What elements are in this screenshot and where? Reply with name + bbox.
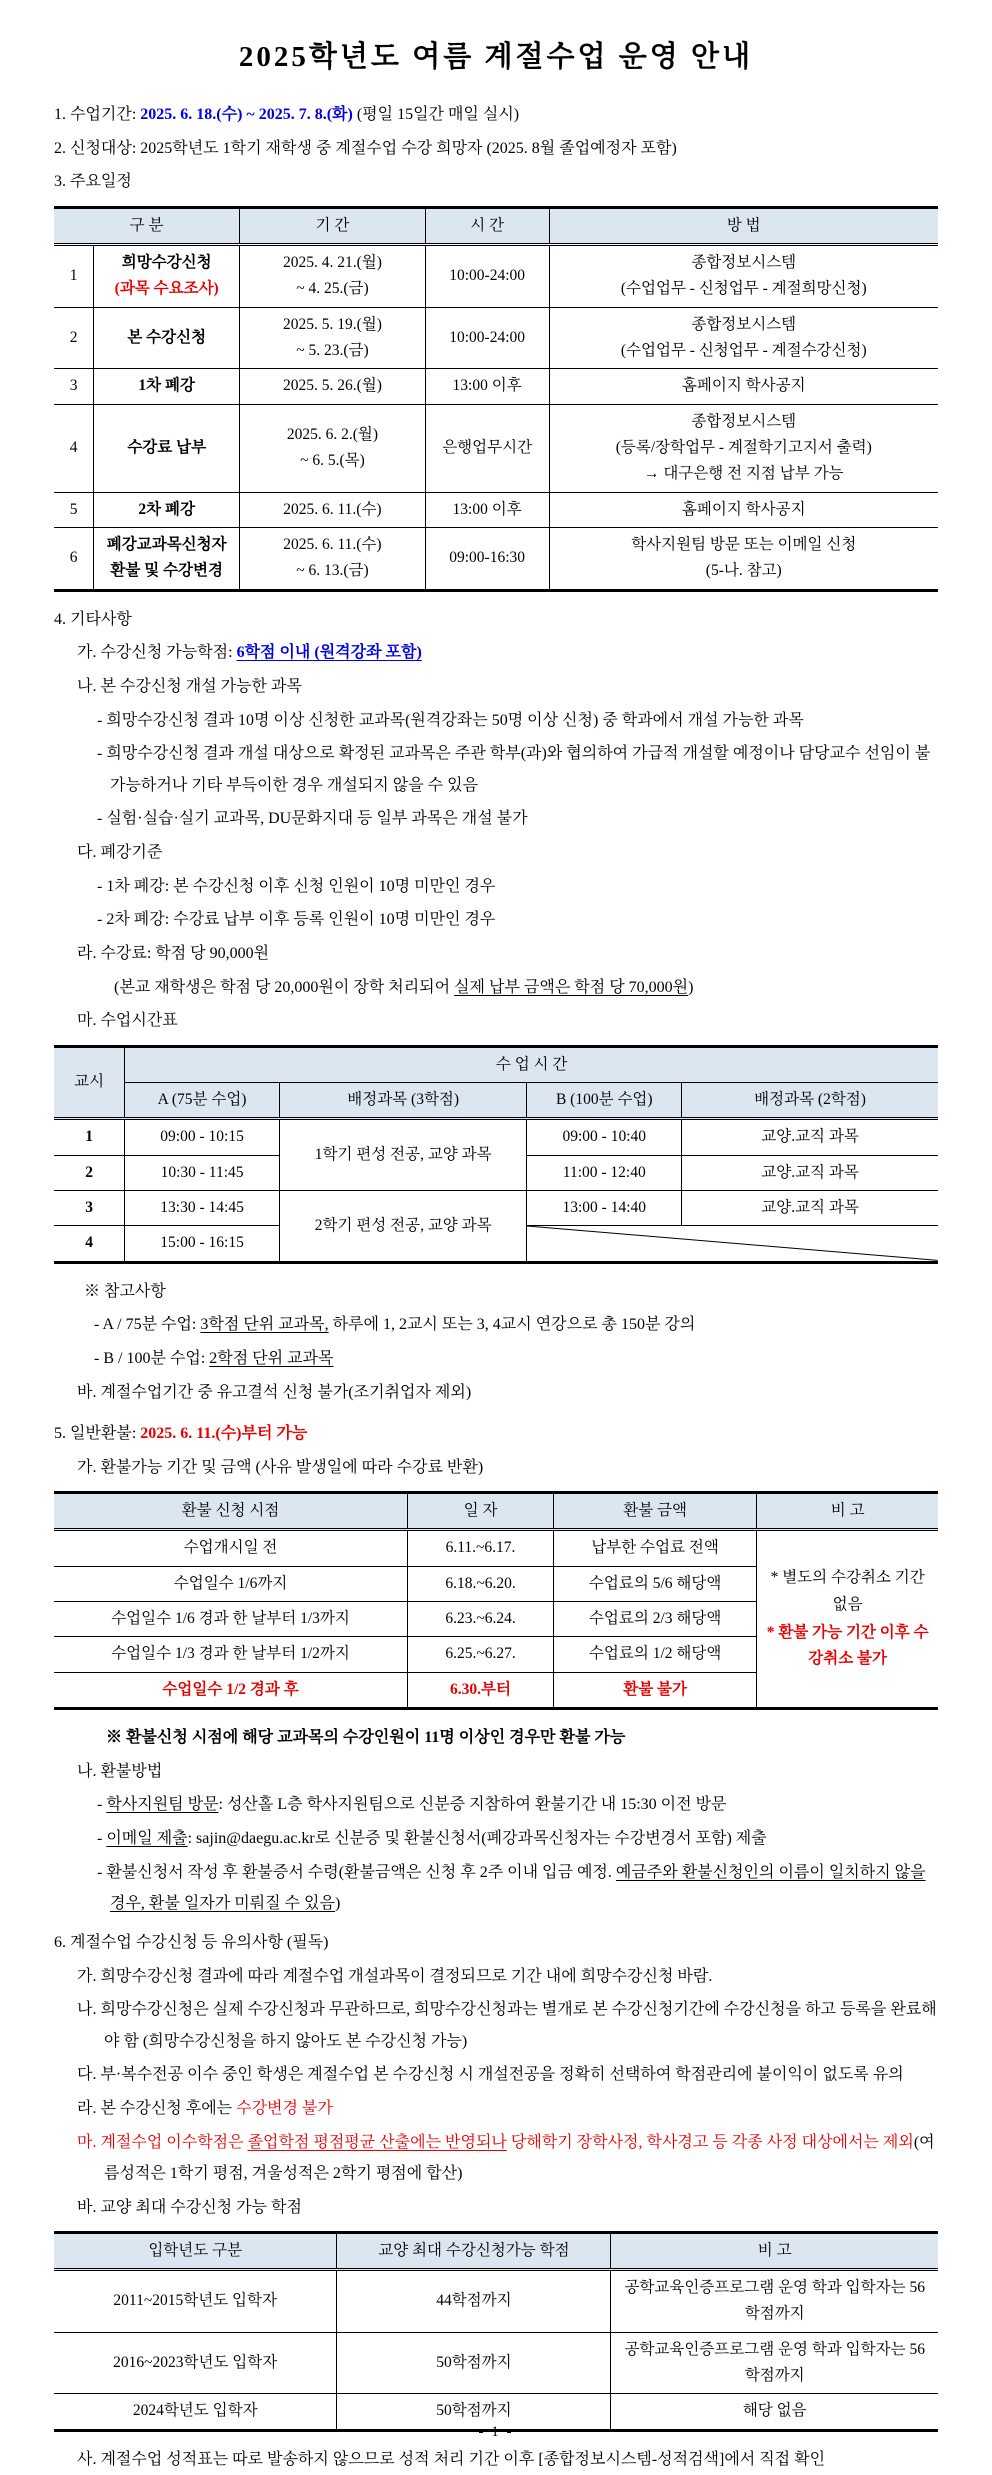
cell-line: 학사지원팀 방문 또는 이메일 신청 <box>631 536 857 553</box>
timetable-cell: 13:00 - 14:40 <box>527 1191 682 1226</box>
schedule-cell: 2025. 6. 11.(수) <box>240 492 426 527</box>
section6-da: 다. 부·복수전공 이수 중인 학생은 계절수업 본 수강신청 시 개설전공을 정확히 선택하여 학점관리에 불이익이 없도록 유의 <box>77 2066 904 2084</box>
cell-line: 2025. 6. 11.(수) <box>283 536 382 553</box>
timetable-cell: 3 <box>54 1191 125 1226</box>
timetable-cell: 교양.교직 과목 <box>682 1155 938 1190</box>
credit-cell: 50학점까지 <box>337 2332 611 2394</box>
refund-warning: ※ 환불신청 시점에 해당 교과목의 수강인원이 11명 이상인 경우만 환불 가능 <box>106 1728 626 1746</box>
refund-method-bullet <box>54 1823 938 1854</box>
table-row <box>54 492 938 527</box>
credit-cell: 44학점까지 <box>337 2270 611 2333</box>
schedule-cell: 수강료 납부 <box>94 404 240 492</box>
cell-line: (수업업무 - 신청업무 - 계절희망신청) <box>620 280 867 298</box>
cell-line: (과목 수요조사) <box>114 280 219 298</box>
section3-heading: 3. 주요일정 <box>54 173 132 191</box>
page-title: 2025학년도 여름 계절수업 운영 안내 <box>238 41 754 73</box>
ref-a-underlined: 3학점 단위 교과목, <box>200 1316 329 1334</box>
schedule-cell: 1차 폐강 <box>94 369 240 404</box>
refund-cell: 6.30.부터 <box>408 1672 554 1708</box>
timetable-cell: 4 <box>54 1226 125 1262</box>
payee-warning-underlined: 예금주와 환불신청인의 이름이 일치하지 않을 경우, 환불 일자가 미뤄질 수 있음 <box>110 1863 926 1912</box>
section4-ga <box>54 637 938 668</box>
refund-cell: 6.25.~6.27. <box>408 1637 554 1672</box>
schedule-cell: 2025. 5. 26.(월) <box>240 369 426 404</box>
cell-line: 종합정보시스템 <box>691 315 797 333</box>
refund-date: 2025. 6. 11.(수)부터 가능 <box>140 1424 308 1442</box>
refund-method-bullet <box>54 1857 938 1919</box>
section4-na-bullet: - 희망수강신청 결과 10명 이상 신청한 교과목(원격강좌는 50명 이상 신청) 중 학과에서 개설 가능한 과목 <box>97 711 804 729</box>
section4-da-bullet: - 2차 폐강: 수강료 납부 이후 등록 인원이 10명 미만인 경우 <box>97 911 496 929</box>
section6-ma-underlined: 졸업학점 평점평균 산출에는 반영되나 <box>247 2133 507 2151</box>
section4-na-head: 나. 본 수강신청 개설 가능한 과목 <box>77 678 302 696</box>
credit-limit-table <box>54 2231 938 2432</box>
no-change-warning: 수강변경 불가 <box>236 2099 333 2117</box>
ref-a-pre: - A / 75분 수업: <box>94 1316 201 1334</box>
schedule-table <box>54 206 938 592</box>
timetable-cell: 교양.교직 과목 <box>682 1119 938 1155</box>
schedule-cell <box>240 244 426 307</box>
bullet-pre: - <box>97 1796 107 1814</box>
credit-cell: 2024학년도 입학자 <box>54 2394 337 2430</box>
timetable-cell: 교양.교직 과목 <box>682 1191 938 1226</box>
refund-note-1: * 별도의 수강취소 기간 없음 <box>770 1569 925 1613</box>
fee-note-underlined: 실제 납부 금액은 학점 당 70,000원 <box>454 978 689 996</box>
refund-cell: 6.18.~6.20. <box>408 1566 554 1601</box>
timetable-cell: 13:30 - 14:45 <box>125 1191 280 1226</box>
refund-note-2: * 환불 가능 기간 이후 수강취소 불가 <box>766 1624 929 1668</box>
schedule-cell: 2차 폐강 <box>94 492 240 527</box>
section4-ra: 라. 수강료: 학점 당 90,000원 <box>77 945 270 963</box>
cell-line: (5-나. 참고) <box>705 562 782 580</box>
fee-note-post: ) <box>688 978 694 996</box>
cell-line: ~ 6. 5.(목) <box>300 452 365 470</box>
table-row <box>54 2270 938 2333</box>
schedule-cell: 본 수강신청 <box>94 307 240 369</box>
section6-ma <box>54 2127 938 2189</box>
schedule-cell: 13:00 이후 <box>425 492 549 527</box>
schedule-cell: 09:00-16:30 <box>425 528 549 591</box>
timetable-cell: 2 <box>54 1155 125 1190</box>
section6-ga: 가. 희망수강신청 결과에 따라 계절수업 개설과목이 결정되므로 기간 내에 희망수강신청 바람. <box>77 1967 713 1985</box>
bullet-pre: - <box>97 1829 107 1847</box>
refund-header-date: 일 자 <box>408 1492 554 1529</box>
schedule-cell: 2 <box>54 307 94 369</box>
bullet-rest: : sajin@daegu.ac.kr로 신분증 및 환불신청서(폐강과목신청자는 수강변경서 포함) 제출 <box>187 1829 767 1847</box>
refund-cell: 6.11.~6.17. <box>408 1530 554 1566</box>
section6-na: 나. 희망수강신청은 실제 수강신청과 무관하므로, 희망수강신청과는 별개로 본 수강신청기간에 수강신청을 하고 등록을 완료해야 함 (희망수강신청을 하지 않아도 본 수강신청 가능) <box>77 2001 937 2050</box>
section5-ga: 가. 환불가능 기간 및 금액 (사유 발생일에 따라 수강료 반환) <box>77 1458 484 1476</box>
section5-na-head: 나. 환불방법 <box>77 1762 163 1780</box>
schedule-cell <box>549 404 938 492</box>
section4-na-bullet: - 실험·실습·실기 교과목, DU문화지대 등 일부 과목은 개설 불가 <box>97 810 528 828</box>
timetable-ref-b <box>54 1343 938 1374</box>
table-row <box>54 1046 938 1082</box>
refund-header-point: 환불 신청 시점 <box>54 1492 408 1529</box>
timetable-cell: 09:00 - 10:40 <box>527 1119 682 1155</box>
credit-cell: 2011~2015학년도 입학자 <box>54 2270 337 2333</box>
cell-line: 2025. 4. 21.(월) <box>282 253 382 271</box>
schedule-cell: 홈페이지 학사공지 <box>549 492 938 527</box>
refund-cell: 수업료의 5/6 해당액 <box>553 1566 756 1601</box>
refund-cell: 수업료의 1/2 해당액 <box>553 1637 756 1672</box>
table-row <box>54 404 938 492</box>
ref-b-pre: - B / 100분 수업: <box>94 1350 210 1368</box>
cell-line: (수업업무 - 신청업무 - 계절수강신청) <box>620 341 867 359</box>
refund-cell: 수업일수 1/3 경과 한 날부터 1/2까지 <box>54 1637 408 1672</box>
table-row <box>54 207 938 244</box>
credits-limit-link[interactable]: 6학점 이내 (원격강좌 포함) <box>236 644 422 662</box>
timetable-header-b: B (100분 수업) <box>527 1082 682 1118</box>
refund-cell: 수업료의 2/3 해당액 <box>553 1601 756 1636</box>
credit-cell: 해당 없음 <box>611 2394 938 2430</box>
table-row <box>54 2232 938 2269</box>
bullet-pre: - 환불신청서 작성 후 환불증서 수령(환불금액은 신청 후 2주 이내 입금 예정. <box>97 1863 616 1881</box>
timetable-cell: 1 <box>54 1119 125 1155</box>
section4-na-bullet: - 희망수강신청 결과 개설 대상으로 확정된 교과목은 주관 학부(과)와 협의하여 가급적 개설할 예정이나 담당교수 선임이 불가능하거나 기타 부득이한 경우 개설되지 않을 수 있음 <box>97 745 931 794</box>
timetable-header-b-assign: 배정과목 (2학점) <box>682 1082 938 1118</box>
timetable-cell: 09:00 - 10:15 <box>125 1119 280 1155</box>
table-row <box>54 244 938 307</box>
credit-header-cohort: 입학년도 구분 <box>54 2232 337 2269</box>
timetable-cell: 10:30 - 11:45 <box>125 1155 280 1190</box>
cell-line: → 대구은행 전 지점 납부 가능 <box>643 465 844 483</box>
section1-note: (평일 15일간 매일 실시) <box>352 106 520 123</box>
cell-line: 폐강교과목신청자 <box>106 536 227 553</box>
fee-note-pre: (본교 재학생은 학점 당 20,000원이 장학 처리되어 <box>114 978 455 996</box>
section4-heading: 4. 기타사항 <box>54 610 132 628</box>
refund-cell: 수업일수 1/6까지 <box>54 1566 408 1601</box>
section1-line <box>54 99 938 130</box>
table-row <box>54 307 938 369</box>
timetable <box>54 1045 938 1264</box>
section2-line: 2. 신청대상: 2025학년도 1학기 재학생 중 계절수업 수강 희망자 (2025. 8월 졸업예정자 포함) <box>54 139 677 157</box>
table-row <box>54 2332 938 2394</box>
schedule-cell: 1 <box>54 244 94 307</box>
cell-line: 희망수강신청 <box>121 253 212 271</box>
cell-line: (등록/장학업무 - 계절학기고지서 출력) <box>615 438 872 456</box>
table-row <box>54 1530 938 1566</box>
cell-line: ~ 4. 25.(금) <box>296 280 369 298</box>
schedule-cell <box>94 244 240 307</box>
timetable-group-cell: 1학기 편성 전공, 교양 과목 <box>279 1119 527 1191</box>
cell-line: 종합정보시스템 <box>691 253 797 271</box>
section5-heading <box>54 1418 938 1449</box>
schedule-cell: 6 <box>54 528 94 591</box>
schedule-cell <box>549 528 938 591</box>
page-number: - 1 - <box>478 2424 514 2440</box>
schedule-cell: 5 <box>54 492 94 527</box>
section4-ma-head: 마. 수업시간표 <box>77 1012 178 1030</box>
section6-ma-pre: 마. 계절수업 이수학점은 <box>77 2133 248 2151</box>
refund-note-cell <box>757 1530 938 1709</box>
cell-line: 종합정보시스템 <box>691 412 797 430</box>
ref-a-post: 하루에 1, 2교시 또는 3, 4교시 연강으로 총 150분 강의 <box>328 1316 696 1334</box>
section6-ra-pre: 라. 본 수강신청 후에는 <box>77 2099 237 2117</box>
table-row <box>54 528 938 591</box>
credit-header-note: 비 고 <box>611 2232 938 2269</box>
bullet-post: ) <box>334 1894 341 1912</box>
timetable-cell: 15:00 - 16:15 <box>125 1226 280 1262</box>
section4-ba: 바. 계절수업기간 중 유고결석 신청 불가(조기취업자 제외) <box>77 1383 472 1401</box>
schedule-header-period: 기 간 <box>240 207 426 244</box>
refund-cell: 수업일수 1/6 경과 한 날부터 1/3까지 <box>54 1601 408 1636</box>
email-method-underlined: 이메일 제출 <box>106 1829 188 1847</box>
schedule-cell <box>240 404 426 492</box>
refund-cell: 수업일수 1/2 경과 후 <box>54 1672 408 1708</box>
credit-cell: 공학교육인증프로그램 운영 학과 입학자는 56학점까지 <box>611 2332 938 2394</box>
section6-ma-mid: 당해학기 장학사정, 학사경고 등 각종 사정 대상에서는 제외 <box>506 2133 914 2151</box>
schedule-cell <box>94 528 240 591</box>
refund-label: 5. 일반환불: <box>54 1424 141 1442</box>
table-row <box>54 1082 938 1118</box>
schedule-cell <box>240 528 426 591</box>
timetable-group-cell: 2학기 편성 전공, 교양 과목 <box>279 1191 527 1263</box>
section6-ma-post: (여름성적은 1학기 평점, 겨울성적은 2학기 평점에 합산) <box>104 2133 935 2182</box>
credit-header-max: 교양 최대 수강신청가능 학점 <box>337 2232 611 2269</box>
table-row <box>54 369 938 404</box>
cell-line: ~ 5. 23.(금) <box>296 341 369 359</box>
section4-ra-note <box>54 972 938 1003</box>
schedule-header-category: 구 분 <box>54 207 240 244</box>
cell-line: 2025. 6. 2.(월) <box>286 425 379 443</box>
bullet-rest: : 성산홀 L층 학사지원팀으로 신분증 지참하여 환불기간 내 15:30 이전 방문 <box>218 1796 727 1814</box>
schedule-cell <box>549 244 938 307</box>
section6-ra <box>54 2093 938 2124</box>
timetable-cell: 11:00 - 12:40 <box>527 1155 682 1190</box>
table-row <box>54 1492 938 1529</box>
schedule-cell: 10:00-24:00 <box>425 307 549 369</box>
refund-cell: 수업개시일 전 <box>54 1530 408 1566</box>
schedule-cell: 홈페이지 학사공지 <box>549 369 938 404</box>
timetable-ref-head: ※ 참고사항 <box>84 1282 166 1300</box>
ref-b-underlined: 2학점 단위 교과목 <box>209 1350 334 1368</box>
section6-ba-head: 바. 교양 최대 수강신청 가능 학점 <box>77 2198 302 2216</box>
table-row <box>54 1119 938 1155</box>
refund-header-note: 비 고 <box>757 1492 938 1529</box>
refund-header-amount: 환불 금액 <box>553 1492 756 1529</box>
timetable-header-main: 수 업 시 간 <box>125 1046 938 1082</box>
cell-line: ~ 6. 13.(금) <box>296 562 369 580</box>
refund-cell: 6.23.~6.24. <box>408 1601 554 1636</box>
schedule-cell: 3 <box>54 369 94 404</box>
credit-cell: 공학교육인증프로그램 운영 학과 입학자는 56학점까지 <box>611 2270 938 2333</box>
timetable-header-a: A (75분 수업) <box>125 1082 280 1118</box>
credit-cell: 2016~2023학년도 입학자 <box>54 2332 337 2394</box>
schedule-header-time: 시 간 <box>425 207 549 244</box>
refund-cell: 환불 불가 <box>553 1672 756 1708</box>
section6-sa: 사. 계절수업 성적표는 따로 발송하지 않으므로 성적 처리 기간 이후 [종합정보시스템-성적검색]에서 직접 확인 <box>77 2450 826 2468</box>
refund-method-bullet <box>54 1789 938 1820</box>
cell-line: 환불 및 수강변경 <box>110 562 223 580</box>
timetable-header-period: 교시 <box>54 1046 125 1119</box>
table-row <box>54 1191 938 1226</box>
visit-method-underlined: 학사지원팀 방문 <box>106 1796 219 1814</box>
section6-heading: 6. 계절수업 수강신청 등 유의사항 (필독) <box>54 1934 329 1951</box>
cell-line: 2025. 5. 19.(월) <box>282 315 382 333</box>
timetable-ref-a <box>54 1309 938 1340</box>
schedule-cell: 13:00 이후 <box>425 369 549 404</box>
refund-cell: 납부한 수업료 전액 <box>553 1530 756 1566</box>
refund-table <box>54 1491 938 1710</box>
section4-da-head: 다. 폐강기준 <box>77 844 163 861</box>
schedule-cell: 4 <box>54 404 94 492</box>
timetable-header-a-assign: 배정과목 (3학점) <box>279 1082 527 1118</box>
credit-cell: 50학점까지 <box>337 2394 611 2430</box>
section4-da-bullet: - 1차 폐강: 본 수강신청 이후 신청 인원이 10명 미만인 경우 <box>97 877 496 895</box>
timetable-empty-cell <box>527 1226 938 1262</box>
schedule-cell: 은행업무시간 <box>425 404 549 492</box>
credits-limit-label: 가. 수강신청 가능학점: <box>77 644 237 662</box>
schedule-cell <box>549 307 938 369</box>
schedule-header-method: 방 법 <box>549 207 938 244</box>
section1-label: 1. 수업기간: <box>54 106 141 123</box>
section1-dates: 2025. 6. 18.(수) ~ 2025. 7. 8.(화) <box>140 106 353 123</box>
diagonal-line <box>527 1226 938 1260</box>
schedule-cell: 10:00-24:00 <box>425 244 549 307</box>
schedule-cell <box>240 307 426 369</box>
